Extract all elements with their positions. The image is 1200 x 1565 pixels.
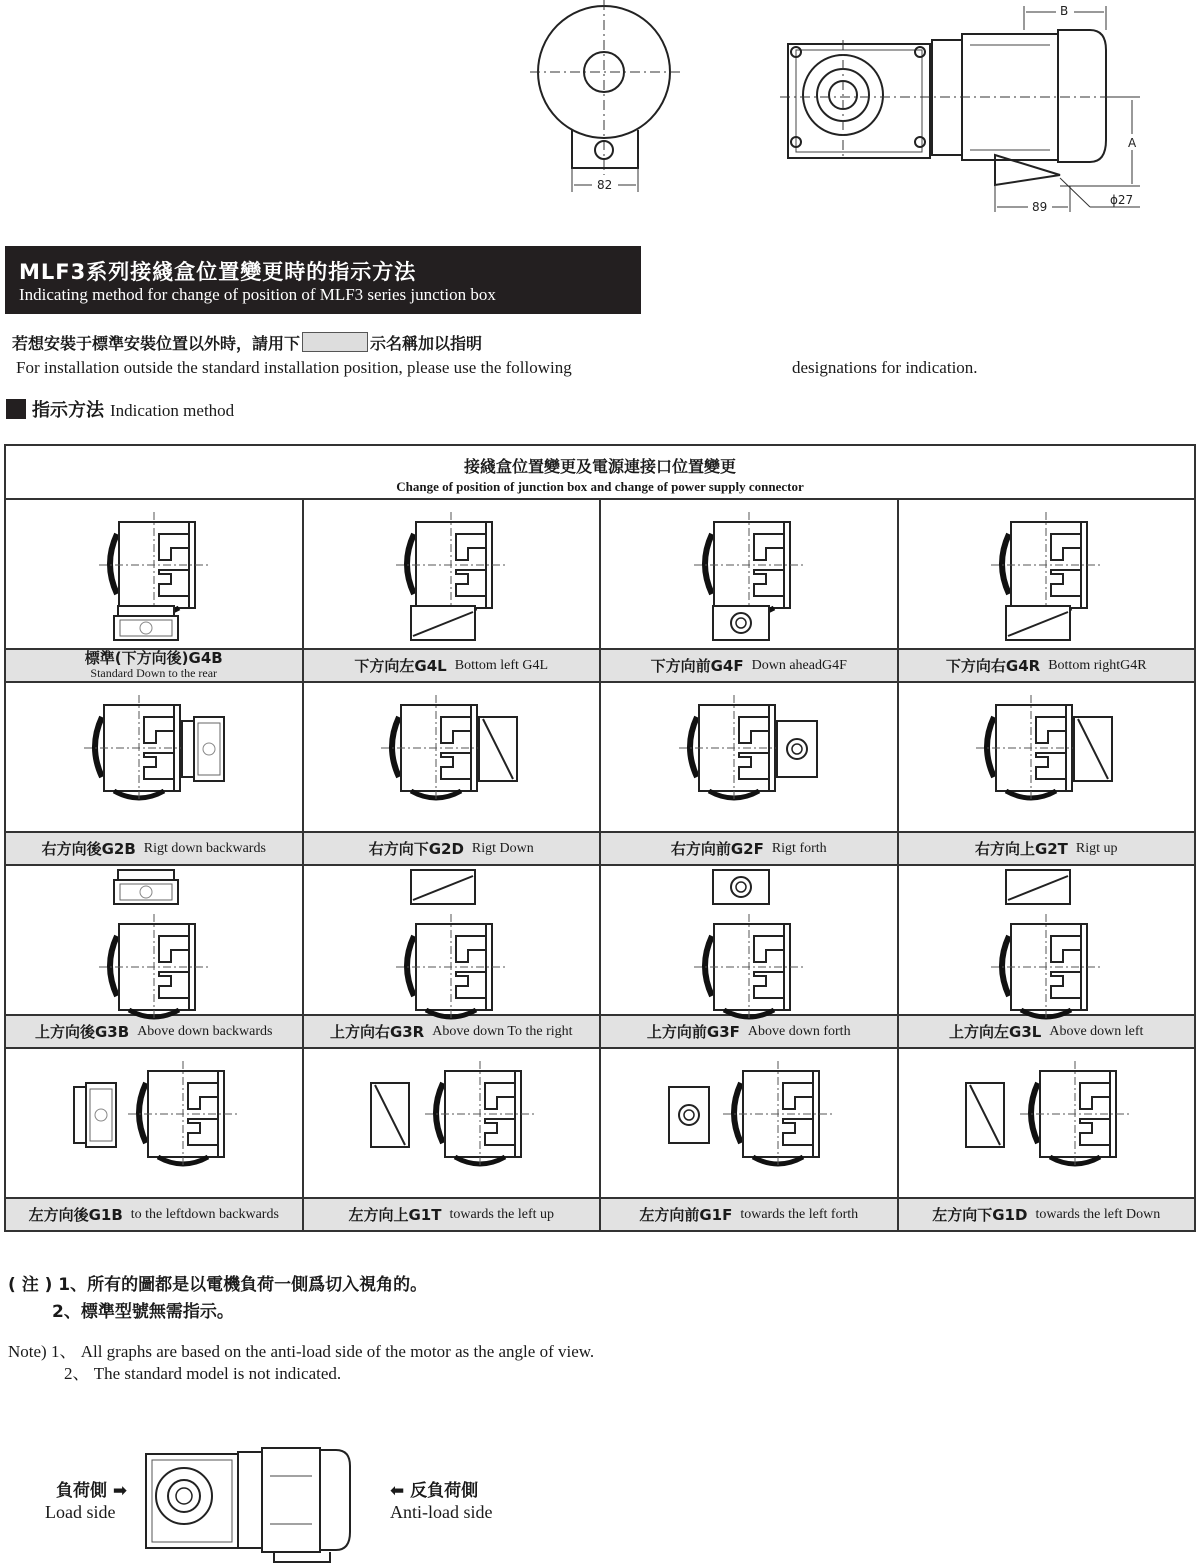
- arrow-right-icon: ➡: [112, 1481, 128, 1501]
- position-description: towards the left up: [449, 1206, 555, 1222]
- indication-method-heading: [6, 396, 234, 422]
- bottom-motor-drawing: [140, 1446, 360, 1564]
- intro-zh-before: 若想安裝于標準安裝位置以外時，請用下: [12, 334, 301, 353]
- position-label: [601, 650, 899, 681]
- note-en-2: 2、 The standard model is not indicated.: [64, 1364, 342, 1383]
- grid-image-row: [6, 683, 1194, 831]
- note-en-1: Note) 1、 All graphs are based on the anti-load side of the motor as the angle of view.: [8, 1342, 595, 1361]
- intro-text-en-2: designations for indication.: [792, 358, 978, 377]
- motor-diagram-icon: [89, 870, 219, 1010]
- motor-diagram-icon: [981, 504, 1111, 644]
- motor-diagram-icon: [371, 1063, 531, 1183]
- position-description: Bottom left G4L: [454, 657, 549, 673]
- motor-diagram-icon: [669, 697, 829, 817]
- banner-title-zh: MLF3系列接綫盒位置變更時的指示方法: [19, 260, 417, 284]
- anti-load-zh-text: 反負荷側: [410, 1481, 479, 1501]
- position-description: Rigt down backwards: [143, 840, 266, 856]
- dim-89: 89: [1032, 200, 1048, 214]
- intro-text-en-1: For installation outside the standard installation position, please use the following: [16, 358, 572, 377]
- note-zh-2: 2、標準型號無需指示。: [52, 1302, 234, 1322]
- intro-zh-after: 示名稱加以指明: [370, 334, 483, 353]
- position-description: Rigt Down: [471, 840, 534, 856]
- position-code: 左方向前G1F: [639, 1206, 733, 1224]
- grid-image-row: [6, 1049, 1194, 1197]
- position-description: Above down forth: [747, 1023, 851, 1039]
- motor-diagram-icon: [966, 697, 1126, 817]
- grid-header-zh: 接綫盒位置變更及電源連接口位置變更: [463, 457, 736, 476]
- method-en: Indication method: [110, 401, 235, 420]
- position-description: Above down left: [1049, 1023, 1144, 1039]
- grid-label-row: [6, 1197, 1194, 1230]
- position-description: Standard Down to the rear: [90, 666, 218, 681]
- load-side-label-zh: [56, 1476, 127, 1501]
- dim-82: 82: [597, 178, 613, 192]
- dim-phi27: ϕ27: [1110, 193, 1134, 207]
- motor-diagram-icon: [684, 870, 814, 1010]
- position-label: [899, 1016, 1195, 1047]
- diagram-g3r: [304, 866, 602, 1014]
- position-code: 下方向右G4R: [945, 657, 1041, 675]
- position-description: Above down To the right: [432, 1023, 573, 1039]
- intro-text-zh: [12, 331, 482, 354]
- position-label: [601, 833, 899, 864]
- diagram-g2f: [601, 683, 899, 831]
- position-code: 右方向後G2B: [41, 840, 136, 858]
- grid-image-row: [6, 866, 1194, 1014]
- position-code: 下方向前G4F: [650, 657, 744, 675]
- motor-diagram-icon: [74, 697, 234, 817]
- method-zh: 指示方法: [32, 400, 104, 421]
- grid-image-row: [6, 500, 1194, 648]
- position-label: [304, 1199, 602, 1230]
- heading-square-icon: [6, 399, 26, 419]
- grid-label-row: [6, 831, 1194, 866]
- position-label: [601, 1016, 899, 1047]
- position-label: [899, 833, 1195, 864]
- motor-diagram-icon: [89, 504, 219, 644]
- position-description: towards the left forth: [740, 1206, 859, 1222]
- position-code: 上方向右G3R: [329, 1023, 425, 1041]
- diagram-g3l: [899, 866, 1195, 1014]
- position-label: [6, 650, 304, 681]
- motor-diagram-icon: [371, 697, 531, 817]
- position-grid: [4, 444, 1196, 1232]
- diagram-g1t: [304, 1049, 602, 1197]
- position-label: [6, 833, 304, 864]
- position-code: 標準(下方向後)G4B: [84, 649, 223, 668]
- position-code: 左方向後G1B: [28, 1206, 123, 1224]
- diagram-g1b: [6, 1049, 304, 1197]
- grid-label-row: [6, 1014, 1194, 1049]
- position-label: [304, 650, 602, 681]
- position-label: [899, 1199, 1195, 1230]
- diagram-g2d: [304, 683, 602, 831]
- motor-diagram-icon: [669, 1063, 829, 1183]
- anti-load-side-label-zh: [390, 1476, 478, 1501]
- diagram-g3b: [6, 866, 304, 1014]
- motor-diagram-icon: [966, 1063, 1126, 1183]
- motor-diagram-icon: [981, 870, 1111, 1010]
- motor-front-drawing: [780, 3, 1142, 215]
- position-description: Rigt up: [1075, 840, 1118, 856]
- banner-title-en: Indicating method for change of position of MLF3 series junction box: [19, 285, 496, 304]
- grid-label-row: [6, 648, 1194, 683]
- position-code: 上方向後G3B: [35, 1023, 130, 1041]
- position-label: [304, 833, 602, 864]
- position-code: 右方向下G2D: [368, 840, 464, 858]
- diagram-g1f: [601, 1049, 899, 1197]
- position-description: Bottom rightG4R: [1048, 657, 1147, 673]
- position-label: [304, 1016, 602, 1047]
- position-description: Rigt forth: [771, 840, 827, 856]
- dim-B: B: [1060, 4, 1069, 18]
- position-label: [899, 650, 1195, 681]
- grid-header-en: Change of position of junction box and change of power supply connector: [396, 479, 804, 494]
- position-code: 左方向下G1D: [932, 1206, 1028, 1224]
- diagram-g4b: [6, 500, 304, 648]
- note-zh-1: ( 注 ) 1、所有的圖都是以電機負荷一側爲切入視角的。: [8, 1275, 428, 1295]
- position-code: 右方向上G2T: [974, 840, 1068, 858]
- designation-placeholder-box: [302, 332, 368, 352]
- anti-load-side-label-en: Anti-load side: [390, 1502, 493, 1522]
- arrow-left-icon: ⬅: [390, 1481, 405, 1501]
- position-label: [601, 1199, 899, 1230]
- motor-diagram-icon: [74, 1063, 234, 1183]
- position-label: [6, 1199, 304, 1230]
- motor-diagram-icon: [386, 870, 516, 1010]
- motor-diagram-icon: [386, 504, 516, 644]
- position-code: 右方向前G2F: [670, 840, 764, 858]
- side-view-drawing: [530, 0, 680, 192]
- position-code: 上方向前G3F: [646, 1023, 740, 1041]
- position-code: 上方向左G3L: [949, 1023, 1042, 1041]
- grid-header: [6, 446, 1194, 500]
- position-code: 左方向上G1T: [348, 1206, 442, 1224]
- load-side-zh-text: 負荷側: [56, 1481, 107, 1501]
- diagram-g4l: [304, 500, 602, 648]
- position-description: towards the left Down: [1035, 1206, 1161, 1222]
- top-dimension-drawings: [0, 0, 1200, 230]
- position-description: Above down backwards: [137, 1023, 273, 1039]
- position-code: 下方向左G4L: [354, 657, 447, 675]
- dim-A: A: [1128, 136, 1137, 150]
- position-label: [6, 1016, 304, 1047]
- diagram-g2t: [899, 683, 1195, 831]
- section-banner: [5, 246, 641, 314]
- diagram-g3f: [601, 866, 899, 1014]
- diagram-g4f: [601, 500, 899, 648]
- diagram-g2b: [6, 683, 304, 831]
- position-description: to the leftdown backwards: [130, 1206, 279, 1222]
- motor-diagram-icon: [684, 504, 814, 644]
- position-description: Down aheadG4F: [751, 657, 847, 673]
- diagram-g4r: [899, 500, 1195, 648]
- diagram-g1d: [899, 1049, 1195, 1197]
- load-side-label-en: Load side: [45, 1502, 116, 1522]
